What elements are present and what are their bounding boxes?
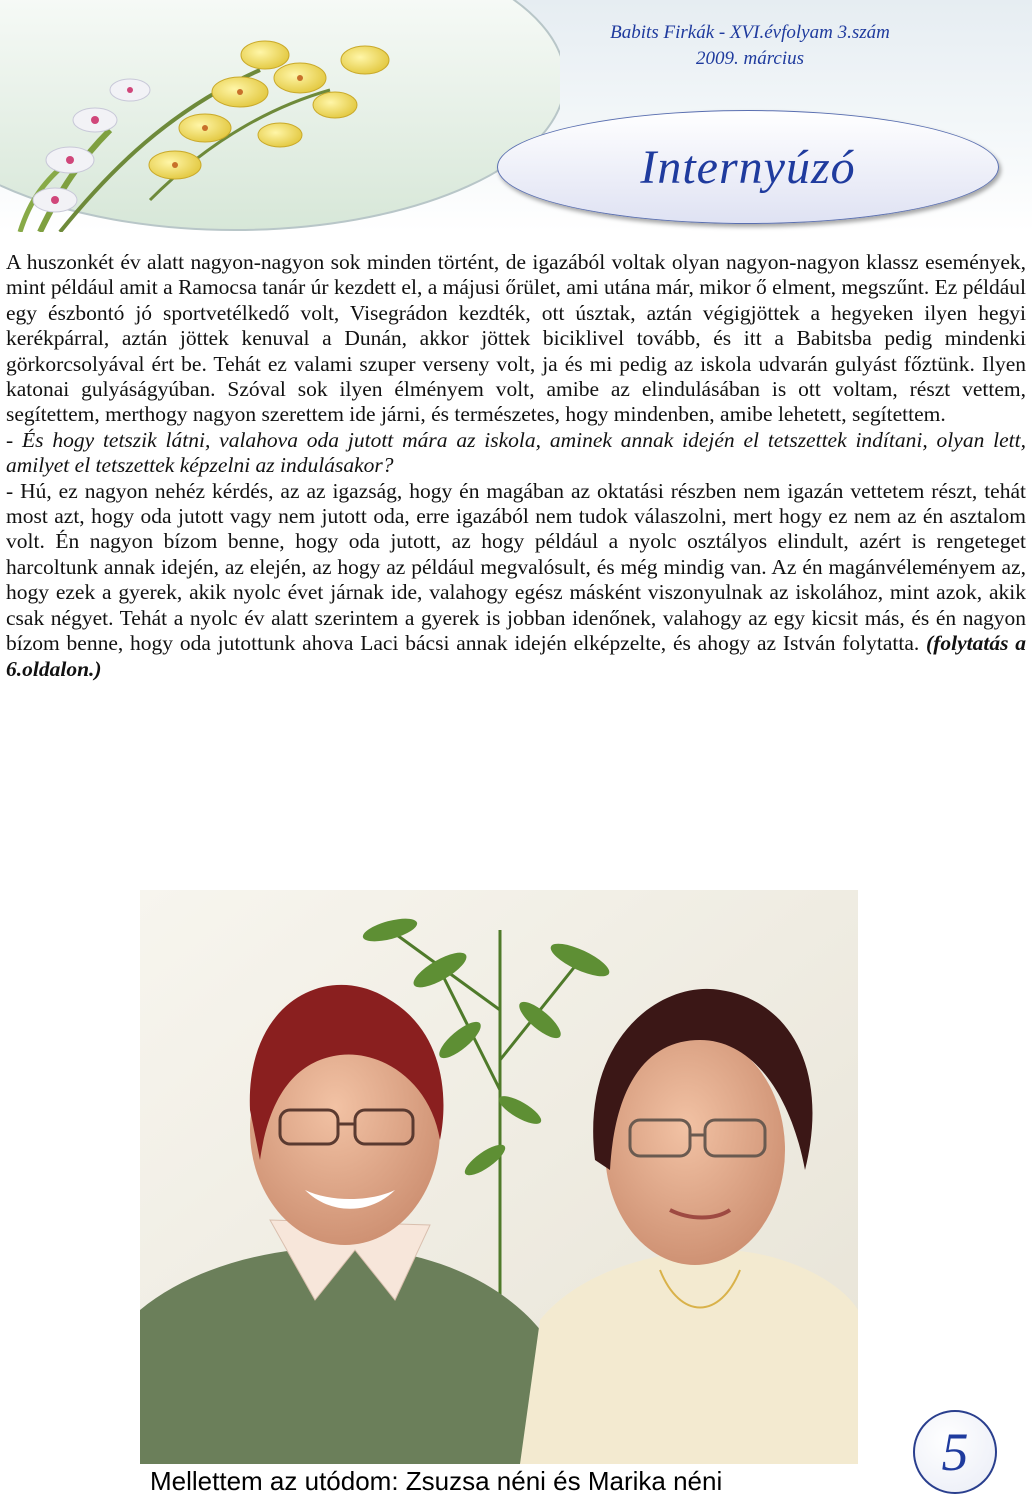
section-title: Internyúzó: [640, 140, 856, 194]
article-body: [6, 250, 1026, 682]
answer-paragraph-1: A huszonkét év alatt nagyon-nagyon sok minden történt, de igazából voltak olyan nagyon-nagyon klassz események, mint például amit a Ramocsa tanár úr kezdett el, a májusi őrület, ami utána már, mikor ő elment, megszűnt. Ez például egy észbontó jó sportvetélkedő volt, Visegrádon kezdték, ott úsztak, aztán végigjöttek a hegyeken ilyen hegyi kerékpárral, aztán jöttek kenuval a Dunán, akkor jöttek biciklivel tovább, és itt a Babitsba pedig mindenki görkorcsolyával ért be. Tehát ez valami szuper verseny volt, ja és mi pedig az iskola udvarán gulyást főztünk. Ilyen katonai gulyáságyúban. Szóval sok ilyen élményem volt, amibe az elindulásában is ott voltam, részt vettem, segítettem, merthogy nagyon szerettem ide járni, és természetes, hogy mindenben, amibe lehetett, segítettem.: [6, 250, 1026, 427]
page-number-badge: [913, 1410, 997, 1494]
interview-question: - És hogy tetszik látni, valahova oda jutott mára az iskola, aminek annak idején el tetszettek indítani, olyan lett, amilyet el tetszettek képzelni az indulásakor?: [6, 427, 1026, 478]
page-number: 5: [941, 1422, 969, 1482]
masthead-issue: Babits Firkák - XVI.évfolyam 3.szám: [610, 22, 890, 43]
orchid-decoration: [0, 0, 560, 232]
answer-paragraph-2: [6, 479, 1026, 682]
masthead-date: 2009. március: [695, 48, 805, 69]
page-header: [0, 0, 1032, 232]
portrait-photo: [140, 890, 858, 1464]
section-title-oval: [497, 110, 999, 224]
photo-caption: Mellettem az utódom: Zsuzsa néni és Marika néni: [150, 1466, 723, 1496]
continuation-note: (folytatás a 6.oldalon.): [6, 631, 1026, 681]
masthead: [560, 20, 940, 72]
answer-text-2: - Hú, ez nagyon nehéz kérdés, az az igazság, hogy én magában az oktatási részben nem igazán vettetem részt, tehát most azt, hogy oda jutott vagy nem jutott oda, erre igazából nem tudok válaszolni, mert hogy ez nem az én asztalom volt. Én nagyon bízom benne, hogy oda jutott, az hogy például a nyolc osztályos elindult, azért is rengeteget harcoltunk annak idején, az elején, az hogy az például megvalósult, és még mindig van. Az én magánvéleményem az, hogy ezek a gyerek, akik nyolc évet járnak ide, valahogy egész másként viszonyulnak az iskolához, mint azok, akik csak négyet. Tehát a nyolc év alatt szerintem a gyerek is jobban idenőnek, valahogy az egy kicsit más, és én nagyon bízom benne, hogy oda jutottunk ahova Laci bácsi annak idején elképzelte, és ahogy az István folytatta.: [6, 478, 1026, 656]
